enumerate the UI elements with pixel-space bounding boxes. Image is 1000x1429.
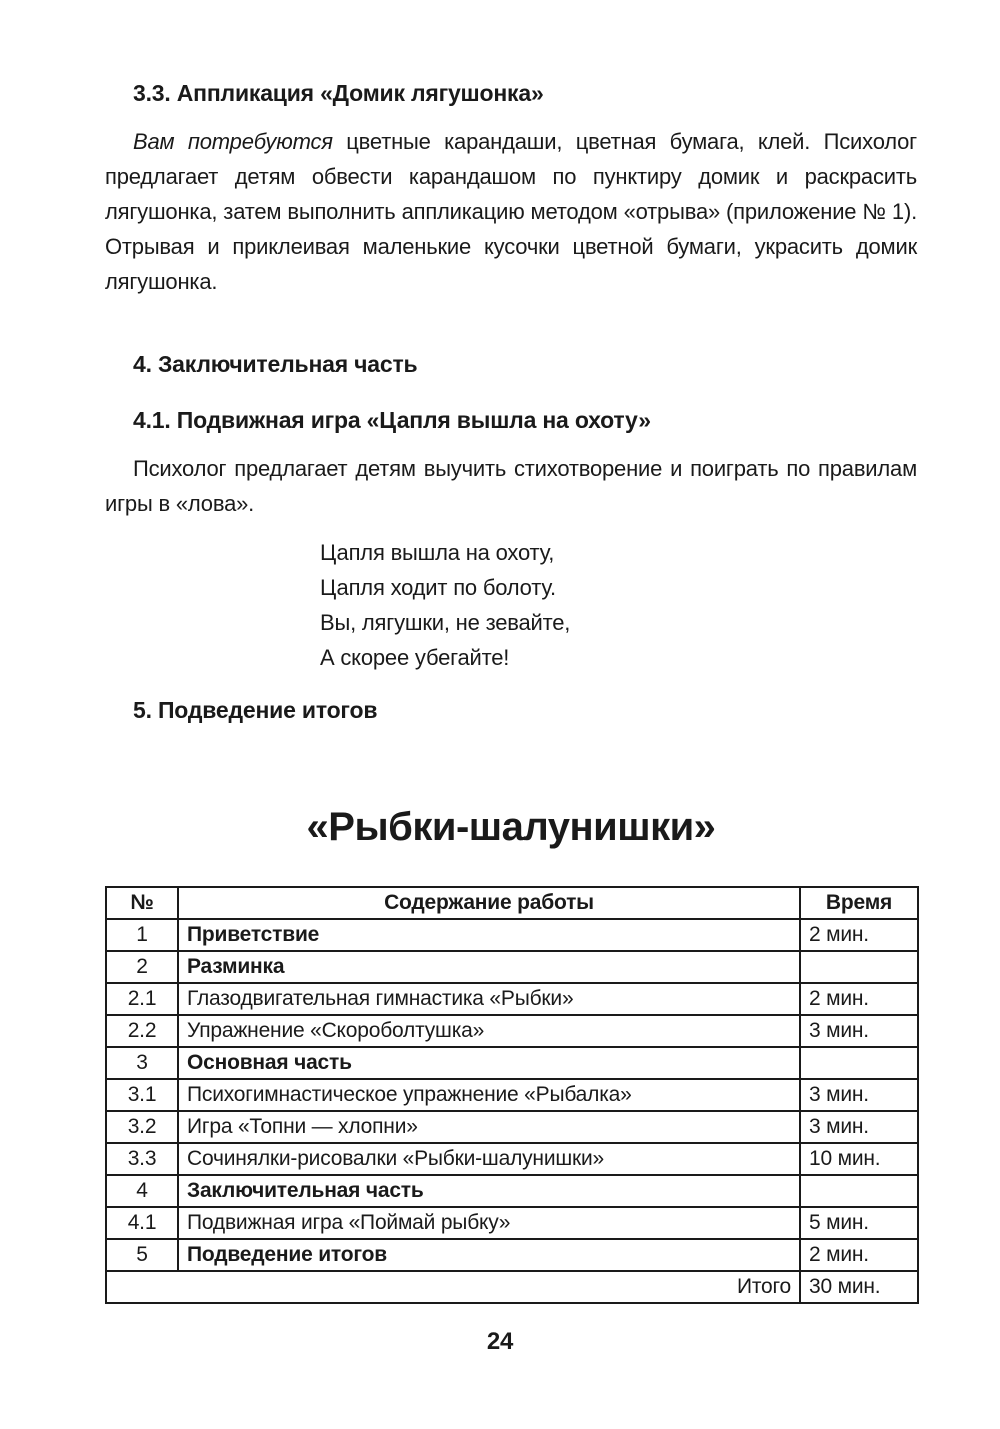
table-row (106, 919, 918, 951)
heading-section-4: 4. Заключительная часть (133, 351, 418, 377)
table-row (106, 1111, 918, 1143)
row-content: Заключительная часть (178, 1175, 800, 1207)
column-header-number: № (106, 887, 178, 919)
heading-section-4-1: 4.1. Подвижная игра «Цапля вышла на охоту» (133, 407, 651, 433)
row-time: 3 мин. (800, 1079, 918, 1111)
table-row (106, 1079, 918, 1111)
table-header-row (106, 887, 918, 919)
row-content: Приветствие (178, 919, 800, 951)
heading-section-5: 5. Подведение итогов (133, 697, 378, 723)
table-total-row (106, 1271, 918, 1303)
row-content: Разминка (178, 951, 800, 983)
row-number: 5 (106, 1239, 178, 1271)
row-content: Психогимнастическое упражнение «Рыбалка» (178, 1079, 800, 1111)
table-row (106, 951, 918, 983)
paragraph-3-3 (105, 124, 917, 299)
row-content: Упражнение «Скороболтушка» (178, 1015, 800, 1047)
row-content: Подвижная игра «Поймай рыбку» (178, 1207, 800, 1239)
table-row (106, 1207, 918, 1239)
row-number: 1 (106, 919, 178, 951)
total-time: 30 мин. (800, 1271, 918, 1303)
page-content (105, 78, 917, 1304)
row-time (800, 1175, 918, 1207)
total-label: Итого (106, 1271, 800, 1303)
table-row (106, 1143, 918, 1175)
column-header-time: Время (800, 887, 918, 919)
row-number: 3.2 (106, 1111, 178, 1143)
row-time (800, 951, 918, 983)
poem-line: Цапля ходит по болоту. (320, 575, 556, 600)
row-time (800, 1047, 918, 1079)
row-time: 5 мин. (800, 1207, 918, 1239)
row-number: 4 (106, 1175, 178, 1207)
row-number: 3 (106, 1047, 178, 1079)
row-time: 3 мин. (800, 1111, 918, 1143)
paragraph-3-3-italic-lead: Вам потребуются (133, 129, 333, 154)
table-row (106, 1047, 918, 1079)
row-time: 10 мин. (800, 1143, 918, 1175)
column-header-content: Содержание работы (178, 887, 800, 919)
row-time: 2 мин. (800, 983, 918, 1015)
row-time: 2 мин. (800, 919, 918, 951)
paragraph-3-3-text: цветные карандаши, цветная бумага, клей. Психолог предлагает детям обвести карандашом по пунктиру домик и раскрасить лягушонка, затем выполнить аппликацию методом «отрыва» (приложение № 1). Отрывая и приклеивая маленькие кусочки цветной бумаги, украсить домик лягушонка. (105, 129, 917, 294)
row-number: 2 (106, 951, 178, 983)
poem-line: Вы, лягушки, не зевайте, (320, 610, 571, 635)
table-row (106, 1239, 918, 1271)
poem-line: Цапля вышла на охоту, (320, 540, 555, 565)
paragraph-4-1: Психолог предлагает детям выучить стихотворение и поиграть по правилам игры в «лова». (105, 456, 917, 516)
row-time: 2 мин. (800, 1239, 918, 1271)
row-content: Подведение итогов (178, 1239, 800, 1271)
poem-line: А скорее убегайте! (320, 645, 510, 670)
row-number: 2.2 (106, 1015, 178, 1047)
poem-block (320, 535, 917, 675)
heading-section-3-3: 3.3. Аппликация «Домик лягушонка» (133, 80, 544, 106)
row-number: 3.3 (106, 1143, 178, 1175)
row-content: Сочинялки-рисовалки «Рыбки-шалунишки» (178, 1143, 800, 1175)
row-time: 3 мин. (800, 1015, 918, 1047)
row-number: 4.1 (106, 1207, 178, 1239)
row-number: 3.1 (106, 1079, 178, 1111)
schedule-table (105, 886, 919, 1304)
row-content: Основная часть (178, 1047, 800, 1079)
session-title: «Рыбки-шалунишки» (306, 805, 716, 849)
row-content: Игра «Топни — хлопни» (178, 1111, 800, 1143)
row-number: 2.1 (106, 983, 178, 1015)
row-content: Глазодвигательная гимнастика «Рыбки» (178, 983, 800, 1015)
table-row (106, 1015, 918, 1047)
table-row (106, 983, 918, 1015)
page-number: 24 (486, 1328, 514, 1355)
table-row (106, 1175, 918, 1207)
